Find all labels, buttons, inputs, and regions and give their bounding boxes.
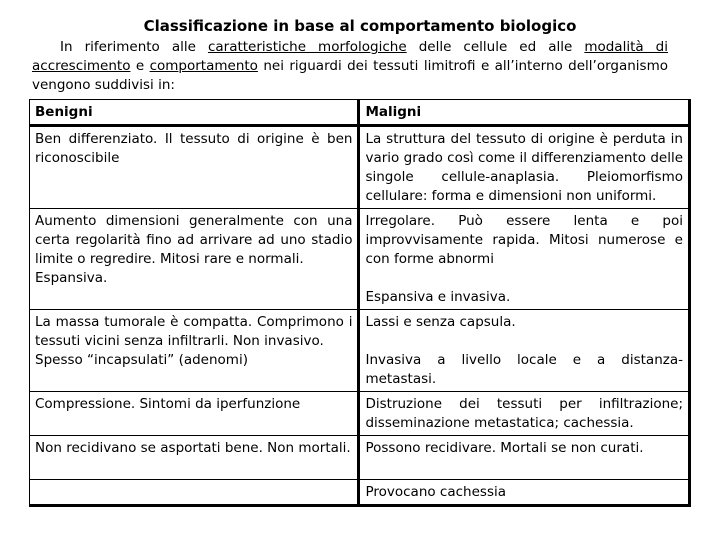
cell-maligni-cachexia	[359, 480, 690, 506]
cell-spacer	[365, 269, 683, 288]
cell-text: Non recidivano se asportati bene. Non mortali.	[35, 440, 351, 456]
cell-spacer	[365, 332, 683, 351]
table-row-growth	[30, 209, 690, 310]
table-row-invasion	[30, 310, 690, 392]
intro-text-1: In riferimento alle	[60, 39, 208, 55]
cell-maligni-growth	[359, 209, 690, 310]
cell-spacer	[365, 458, 683, 477]
cell-maligni-effects	[359, 392, 690, 436]
cell-text: La struttura del tessuto di origine è perduta in vario grado così come il differenziamento delle singole cellule-anaplasia. Pleiomorfismo cellulare: forma e dimensioni non uniformi.	[365, 131, 683, 204]
cell-maligni-differentiation	[359, 126, 690, 209]
cell-text: Provocano cachessia	[365, 484, 507, 500]
cell-text: Invasiva a livello locale e a distanza-metastasi.	[365, 352, 683, 387]
cell-text: Lassi e senza capsula.	[365, 314, 516, 330]
table-header-row	[30, 100, 690, 126]
table-row-differentiation	[30, 126, 690, 209]
cell-text: Espansiva.	[35, 270, 108, 286]
intro-paragraph	[32, 38, 668, 95]
header-maligni: Maligni	[359, 100, 690, 126]
intro-underlined-behaviour: comportamento	[149, 58, 258, 74]
cell-maligni-recurrence	[359, 436, 690, 480]
intro-text-4: nei riguardi dei tessuti limitrofi e all’interno dell’organismo vengono suddivisi in:	[32, 58, 669, 93]
cell-text: Possono recidivare. Mortali se non curati.	[365, 440, 644, 456]
cell-text: Espansiva e invasiva.	[365, 289, 511, 305]
intro-underlined-growth: modalità di accrescimento	[32, 39, 669, 74]
intro-underlined-morphology: caratteristiche morfologiche	[207, 39, 407, 55]
header-benigni: Benigni	[30, 100, 359, 126]
cell-benigni-invasion	[30, 310, 359, 392]
comparison-table	[29, 99, 691, 507]
cell-benigni-recurrence	[30, 436, 359, 480]
cell-text: Aumento dimensioni generalmente con una certa regolarità fino ad arrivare ad uno stadio limite o regredire. Mitosi rare e normali.	[35, 213, 353, 267]
cell-text: Spesso “incapsulati” (adenomi)	[35, 352, 248, 368]
cell-text: Ben differenziato. Il tessuto di origine è ben riconoscibile	[35, 131, 353, 166]
cell-text: Compressione. Sintomi da iperfunzione	[35, 396, 301, 412]
cell-benigni-effects	[30, 392, 359, 436]
intro-text-3: e	[130, 58, 150, 74]
cell-text: Irregolare. Può essere lenta e poi improvvisamente rapida. Mitosi numerose e con forme abnormi	[365, 213, 683, 267]
cell-text: La massa tumorale è compatta. Comprimono i tessuti vicini senza infiltrarli. Non invasivo.	[35, 314, 353, 349]
cell-text: Distruzione dei tessuti per infiltrazione; disseminazione metastatica; cachessia.	[365, 396, 683, 431]
cell-benigni-growth	[30, 209, 359, 310]
cell-benigni-differentiation	[30, 126, 359, 209]
cell-maligni-invasion	[359, 310, 690, 392]
table-row-cachexia	[30, 480, 690, 506]
table-row-recurrence	[30, 436, 690, 480]
cell-benigni-cachexia	[30, 480, 359, 506]
table-row-effects	[30, 392, 690, 436]
page-title: Classificazione in base al comportamento biologico	[143, 17, 577, 35]
intro-text-2: delle cellule ed alle	[406, 39, 585, 55]
